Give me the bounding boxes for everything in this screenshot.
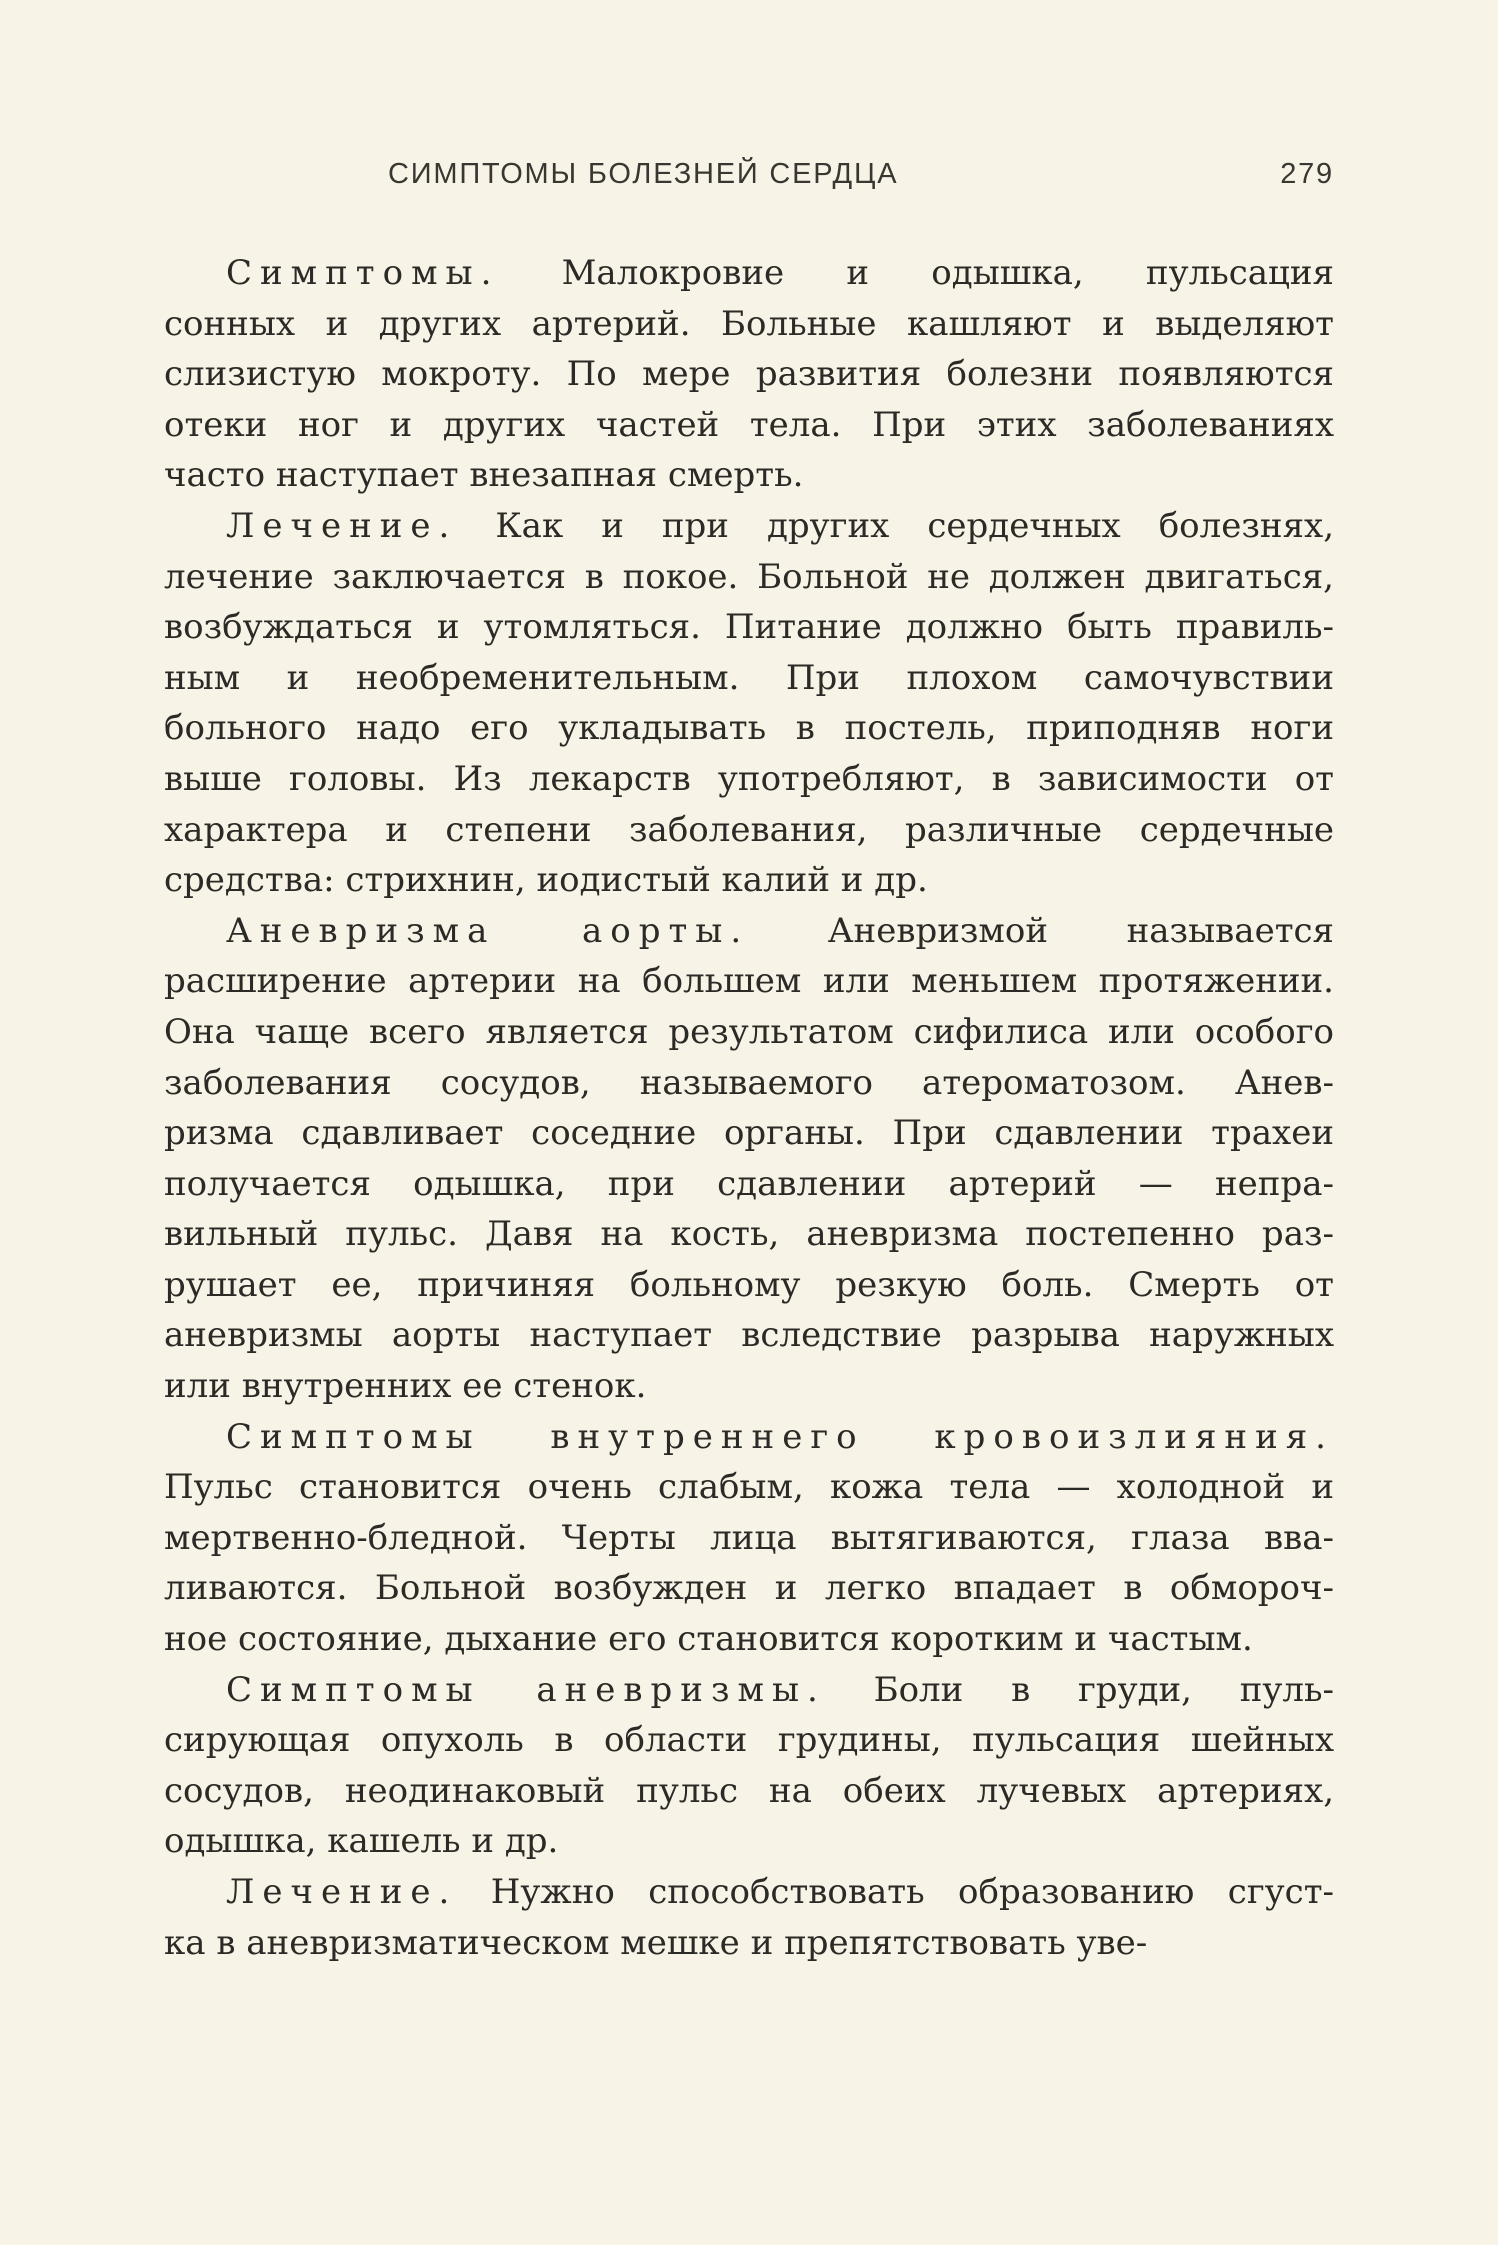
paragraph — [164, 1665, 1334, 1867]
line-text: ливаются. Больной возбужден и легко впадает в обмороч- — [164, 1568, 1334, 1609]
line-text: Она чаще всего является результатом сифилиса или особого — [164, 1011, 1334, 1052]
line-text: или внутренних ее стенок. — [164, 1366, 647, 1407]
line-text: характера и степени заболевания, различные сердечные — [164, 809, 1334, 850]
spaced-heading: Симптомы внутреннего кровоизлияния. — [226, 1416, 1334, 1457]
line-text: сосудов, неодинаковый пульс на обеих лучевых артериях, — [164, 1770, 1334, 1811]
line-text: ное состояние, дыхание его становится коротким и частым. — [164, 1619, 1253, 1660]
page-number: 279 — [1280, 158, 1334, 190]
text-line — [164, 1412, 1334, 1463]
line-text: Малокровие и одышка, пульсация — [499, 253, 1334, 293]
text-line — [164, 552, 1334, 603]
line-text: заболевания сосудов, называемого атероматозом. Анев- — [164, 1062, 1334, 1103]
text-line — [164, 1513, 1334, 1564]
text-line — [164, 653, 1334, 704]
text-body — [164, 248, 1334, 1968]
line-text: средства: стрихнин, иодистый калий и др. — [164, 860, 928, 901]
line-text: ка в аневризматическом мешке и препятствовать уве- — [164, 1922, 1148, 1963]
paragraph — [164, 248, 1334, 501]
text-line — [164, 1462, 1334, 1513]
paragraph — [164, 1867, 1334, 1968]
text-line — [164, 754, 1334, 805]
line-text: слизистую мокроту. По мере развития болезни появляются — [164, 354, 1334, 395]
text-line — [164, 1715, 1334, 1766]
line-text: Нужно способствовать образованию сгуст- — [457, 1872, 1334, 1912]
text-line — [164, 1918, 1334, 1969]
text-line — [164, 602, 1334, 653]
line-text: сонных и других артерий. Больные кашляют и выделяют — [164, 303, 1334, 344]
paragraph — [164, 1412, 1334, 1665]
line-text: рушает ее, причиняя больному резкую боль. Смерть от — [164, 1264, 1334, 1305]
text-line — [164, 450, 1334, 501]
text-line — [164, 1209, 1334, 1260]
text-line — [164, 1361, 1334, 1412]
text-line — [164, 1108, 1334, 1159]
text-line — [164, 703, 1334, 754]
line-text: Аневризмой называется — [749, 910, 1334, 951]
line-text: Боли в груди, пуль- — [825, 1669, 1334, 1710]
paragraph — [164, 501, 1334, 906]
text-line — [164, 299, 1334, 350]
text-line — [164, 248, 1334, 299]
line-text: одышка, кашель и др. — [164, 1821, 559, 1862]
text-line — [164, 1260, 1334, 1311]
text-line — [164, 1816, 1334, 1867]
text-line — [164, 906, 1334, 957]
text-line — [164, 501, 1334, 552]
line-text: возбуждаться и утомляться. Питание должно быть правиль- — [164, 607, 1334, 648]
spaced-heading: Лечение. — [226, 505, 458, 546]
text-line — [164, 1159, 1334, 1210]
text-line — [164, 1007, 1334, 1058]
line-text: получается одышка, при сдавлении артерий — непра- — [164, 1163, 1334, 1204]
line-text: расширение артерии на большем или меньшем протяжении. — [164, 961, 1334, 1002]
line-text: Как и при других сердечных болезнях, — [457, 505, 1334, 546]
text-line — [164, 1310, 1334, 1361]
paragraph — [164, 906, 1334, 1412]
line-text: вильный пульс. Давя на кость, аневризма постепенно раз- — [164, 1214, 1334, 1255]
spaced-heading: Лечение. — [226, 1872, 458, 1912]
text-line — [164, 956, 1334, 1007]
text-line — [164, 1563, 1334, 1614]
line-text: аневризмы аорты наступает вследствие разрыва наружных — [164, 1315, 1334, 1356]
line-text: отеки ног и других частей тела. При этих заболеваниях — [164, 404, 1334, 445]
line-text: ным и необременительным. При плохом самочувствии — [164, 657, 1334, 698]
line-text: ризма сдавливает соседние органы. При сдавлении трахеи — [164, 1113, 1334, 1154]
text-line — [164, 1665, 1334, 1716]
text-line — [164, 805, 1334, 856]
line-text: сирующая опухоль в области грудины, пульсация шейных — [164, 1720, 1334, 1761]
text-line — [164, 855, 1334, 906]
text-line — [164, 400, 1334, 451]
text-line — [164, 1614, 1334, 1665]
line-text: мертвенно-бледной. Черты лица вытягиваются, глаза вва- — [164, 1517, 1334, 1558]
running-head — [388, 158, 1348, 204]
text-line — [164, 349, 1334, 400]
line-text: Пульс становится очень слабым, кожа тела — холодной и — [164, 1467, 1334, 1508]
spaced-heading: Симптомы аневризмы. — [226, 1669, 826, 1710]
line-text: часто наступает внезапная смерть. — [164, 455, 804, 496]
text-line — [164, 1058, 1334, 1109]
spaced-heading: Аневризма аорты. — [226, 910, 750, 951]
line-text: больного надо его укладывать в постель, приподняв ноги — [164, 708, 1334, 749]
text-line — [164, 1867, 1334, 1918]
line-text: лечение заключается в покое. Больной не должен двигаться, — [164, 556, 1334, 597]
spaced-heading: Симптомы. — [226, 253, 500, 293]
text-line — [164, 1766, 1334, 1817]
running-head-title: СИМПТОМЫ БОЛЕЗНЕЙ СЕРДЦА — [388, 158, 899, 190]
line-text: выше головы. Из лекарств употребляют, в зависимости от — [164, 758, 1334, 799]
